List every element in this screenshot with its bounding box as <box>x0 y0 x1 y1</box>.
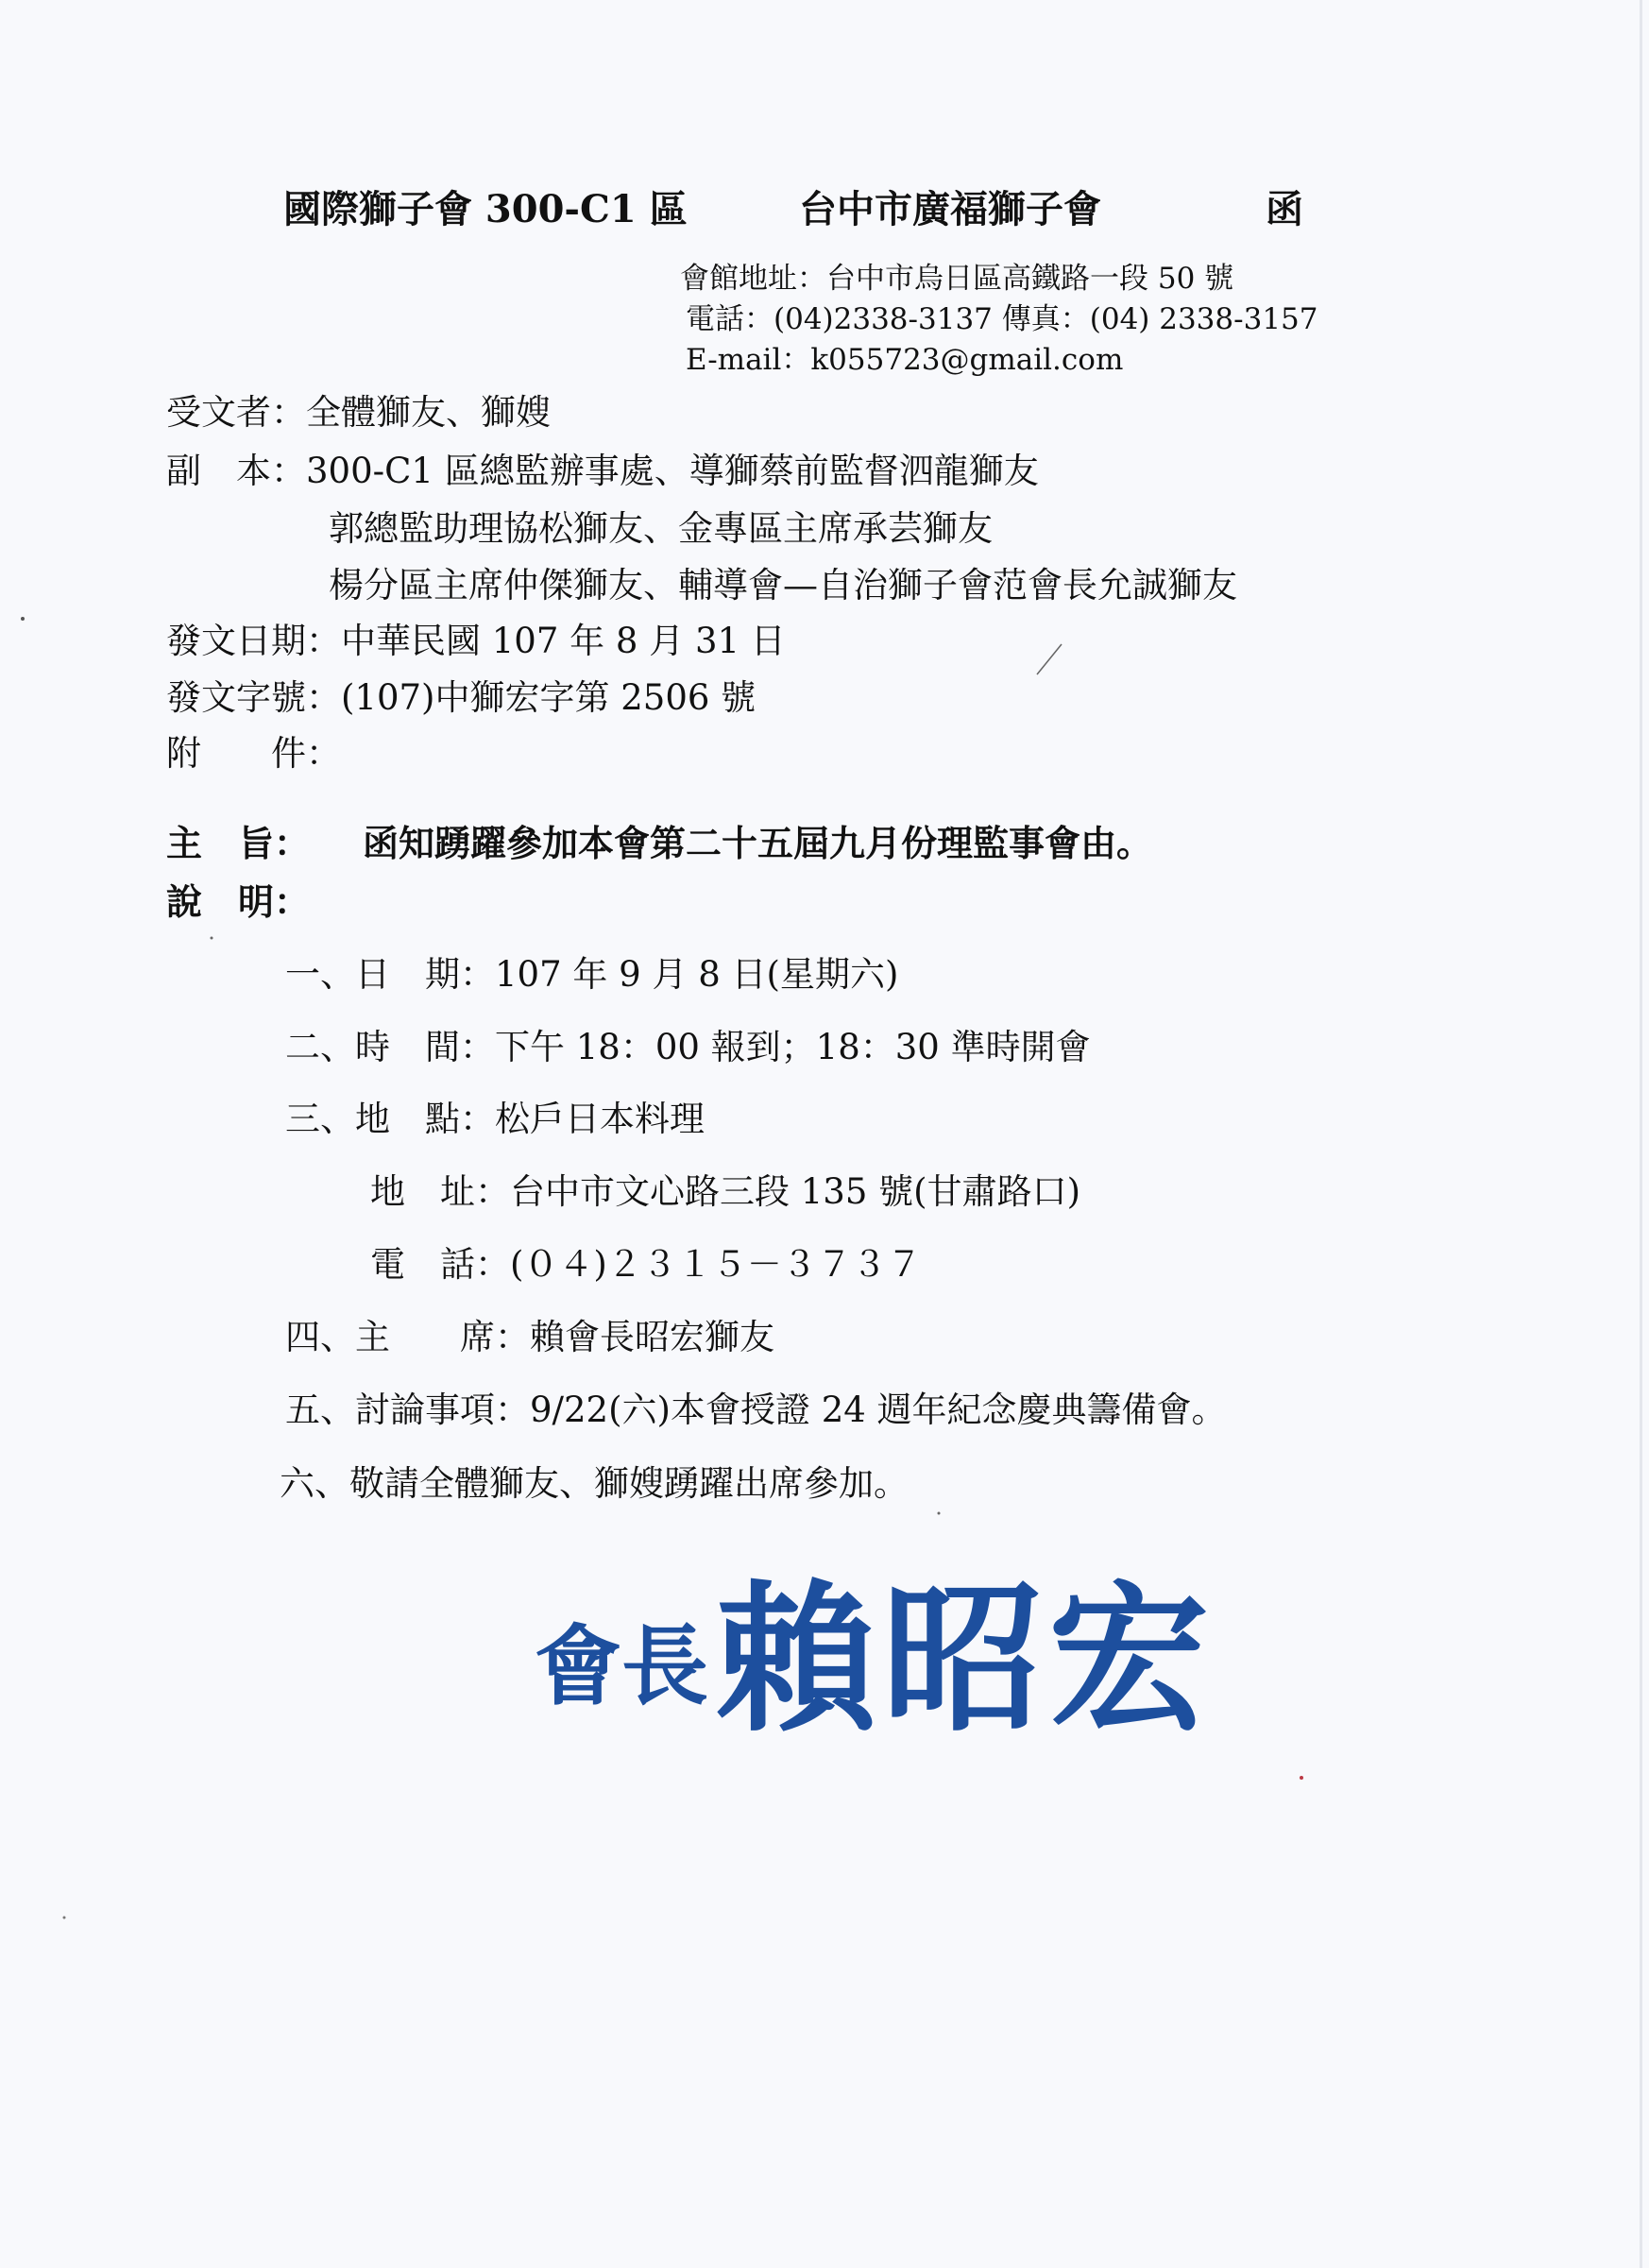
pen-mark <box>1037 644 1062 674</box>
cc-line-1: 副 本：300-C1 區總監辦事處、導獅蔡前監督泗龍獅友 <box>166 451 1039 491</box>
item-agenda: 五、討論事項：9/22(六)本會授證 24 週年紀念慶典籌備會。 <box>285 1390 1227 1430</box>
item-venue-address: 地 址：台中市文心路三段 135 號(甘肅路口) <box>370 1171 1081 1212</box>
item-date: 一、日 期：107 年 9 月 8 日(星期六) <box>285 954 899 995</box>
club-phone-fax: 電話：(04)2338-3137 傳真：(04) 2338-3157 <box>686 302 1318 336</box>
signature-title: 會長 <box>535 1615 709 1717</box>
issue-date: 發文日期：中華民國 107 年 8 月 31 日 <box>166 621 786 661</box>
title-club: 台中市廣福獅子會 <box>799 187 1101 231</box>
item-venue-phone: 電 話：(０４)２３１５－３７３７ <box>370 1244 922 1285</box>
subject-label: 主 旨： <box>166 822 311 864</box>
attachment-line: 附 件： <box>166 733 341 774</box>
title-kind: 函 <box>1266 187 1303 231</box>
speck <box>21 617 25 621</box>
speck <box>1300 1776 1303 1780</box>
club-address: 會館地址：台中市烏日區高鐵路一段 50 號 <box>680 262 1234 296</box>
speck <box>63 1917 66 1919</box>
recipient-line: 受文者：全體獅友、獅嫂 <box>166 392 551 433</box>
explanation-label: 說 明： <box>166 880 311 923</box>
club-email: E-mail：k055723@gmail.com <box>686 343 1124 377</box>
title-org: 國際獅子會 300-C1 區 <box>283 187 688 231</box>
item-chair: 四、主 席：賴會長昭宏獅友 <box>285 1317 774 1357</box>
signature-name: 賴昭宏 <box>716 1565 1216 1754</box>
scan-edge <box>1640 0 1642 2268</box>
cc-line-2: 郭總監助理協松獅友、金專區主席承芸獅友 <box>329 508 993 549</box>
item-time: 二、時 間：下午 18：00 報到；18：30 準時開會 <box>285 1027 1091 1067</box>
speck <box>938 1512 941 1515</box>
subject-text: 函知踴躍參加本會第二十五屆九月份理監事會由。 <box>363 822 1153 864</box>
item-invitation: 六、敬請全體獅友、獅嫂踴躍出席參加。 <box>280 1463 909 1504</box>
item-venue: 三、地 點：松戶日本料理 <box>285 1099 705 1139</box>
cc-line-3: 楊分區主席仲傑獅友、輔導會—自治獅子會范會長允誠獅友 <box>329 565 1237 605</box>
document-number: 發文字號：(107)中獅宏字第 2506 號 <box>166 677 756 718</box>
speck <box>211 937 213 940</box>
